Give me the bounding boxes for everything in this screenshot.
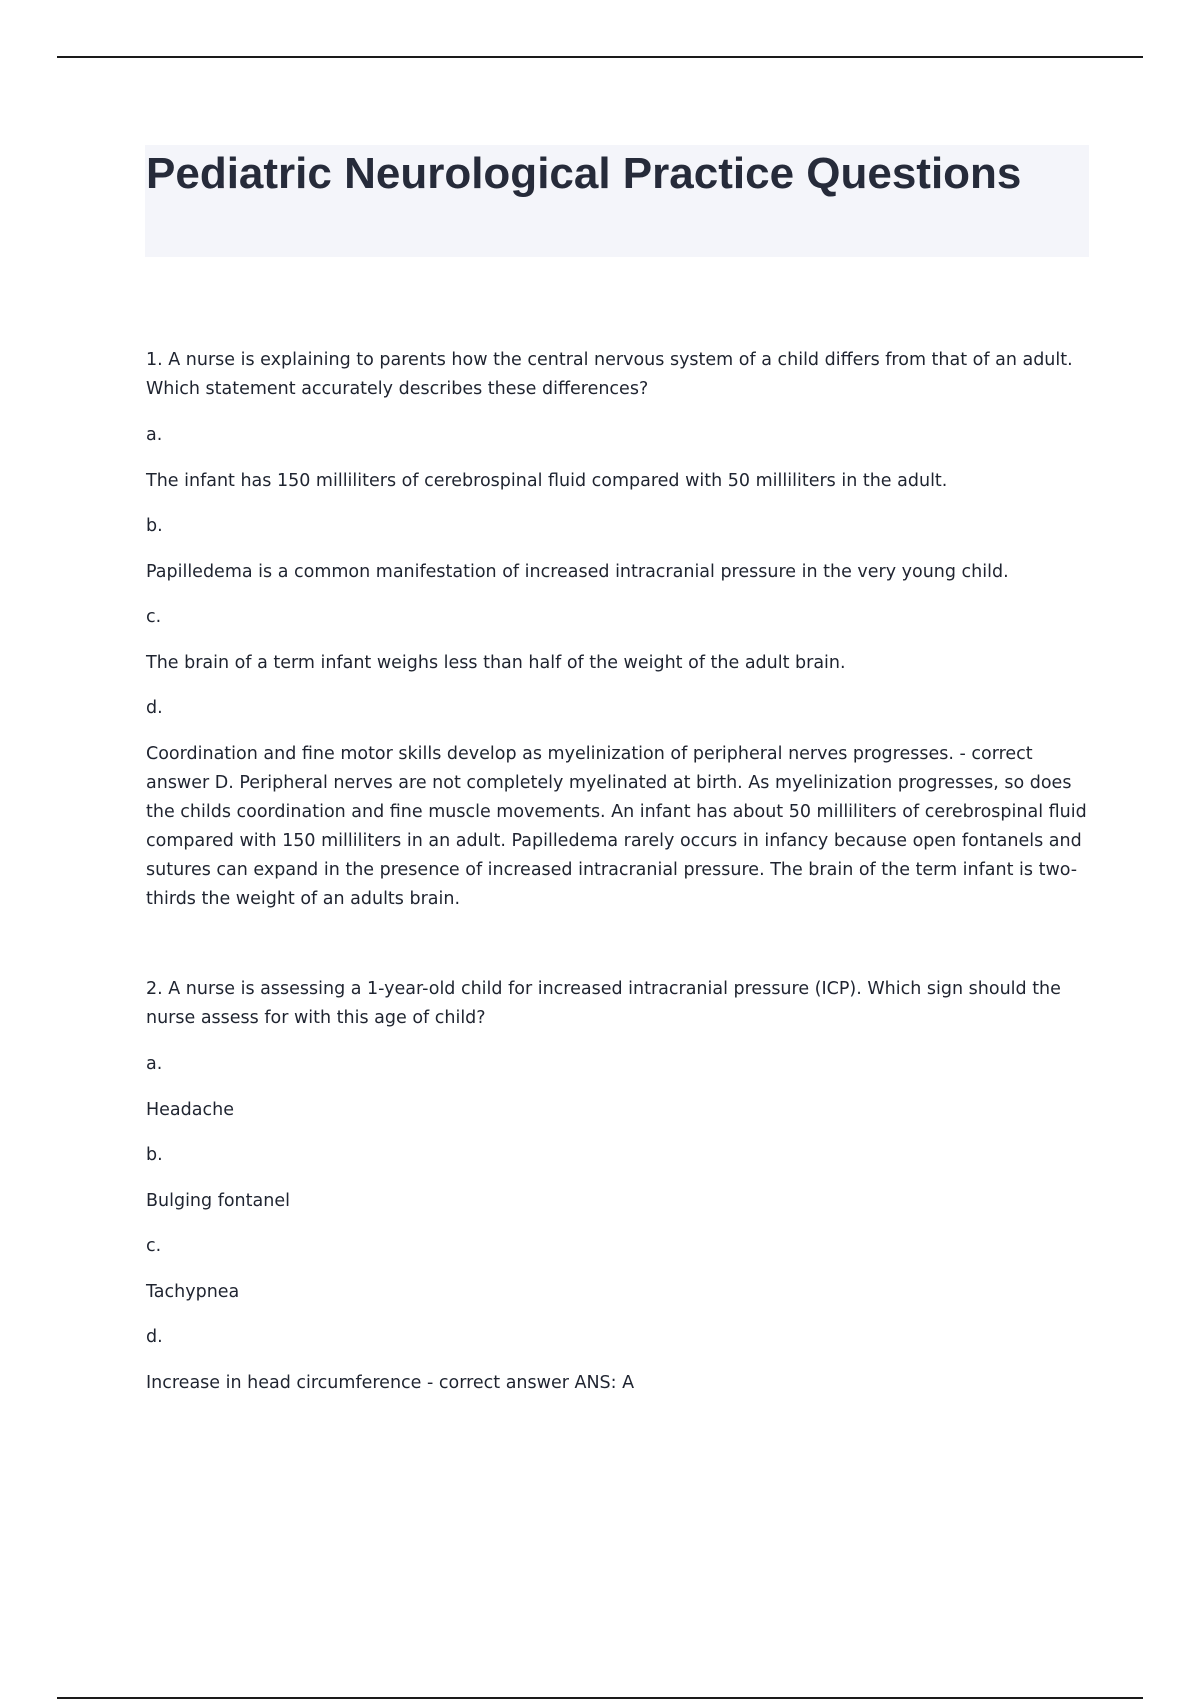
question-2-stem: 2. A nurse is assessing a 1-year-old child for increased intracranial pressure (ICP). Which sign should the nurse assess for with this age of child? [146, 979, 1061, 1028]
question-2-option-b-text: Bulging fontanel [146, 1191, 290, 1211]
question-1-option-b-letter: b. [146, 516, 163, 536]
top-rule [57, 56, 1143, 58]
question-2-option-c-text: Tachypnea [146, 1282, 240, 1302]
page-title: Pediatric Neurological Practice Questions [146, 149, 1022, 198]
question-2-option-d-text: Increase in head circumference - correct answer ANS: A [146, 1373, 635, 1393]
question-2-option-a-text: Headache [146, 1100, 234, 1120]
question-2-option-d-letter: d. [146, 1327, 163, 1347]
question-1-option-a-text: The infant has 150 milliliters of cerebrospinal fluid compared with 50 milliliters in the adult. [146, 471, 948, 491]
question-1-option-c-text: The brain of a term infant weighs less than half of the weight of the adult brain. [146, 653, 846, 673]
question-1-option-c-letter: c. [146, 607, 162, 627]
question-2-option-a-letter: a. [146, 1054, 163, 1074]
question-1-option-d-letter: d. [146, 698, 163, 718]
question-1-option-b-text: Papilledema is a common manifestation of increased intracranial pressure in the very young child. [146, 562, 1009, 582]
question-1-option-a-letter: a. [146, 425, 163, 445]
question-2-option-c-letter: c. [146, 1236, 162, 1256]
question-1-stem: 1. A nurse is explaining to parents how the central nervous system of a child differs from that of an adult. Which statement accurately describes these differences? [146, 350, 1073, 399]
question-2-option-b-letter: b. [146, 1145, 163, 1165]
question-1-option-d-answer: Coordination and fine motor skills develop as myelinization of peripheral nerves progresses. - correct answer D. Peripheral nerves are not completely myelinated at birth. As myelinization progresses, so does the childs coordination and fine muscle movements. An infant has about 50 milliliters of cerebrospinal fluid compared with 150 milliliters in an adult. Papilledema rarely occurs in infancy because open fontanels and sutures can expand in the presence of increased intracranial pressure. The brain of the term infant is two-thirds the weight of an adults brain. [146, 744, 1087, 909]
bottom-rule [57, 1697, 1143, 1699]
